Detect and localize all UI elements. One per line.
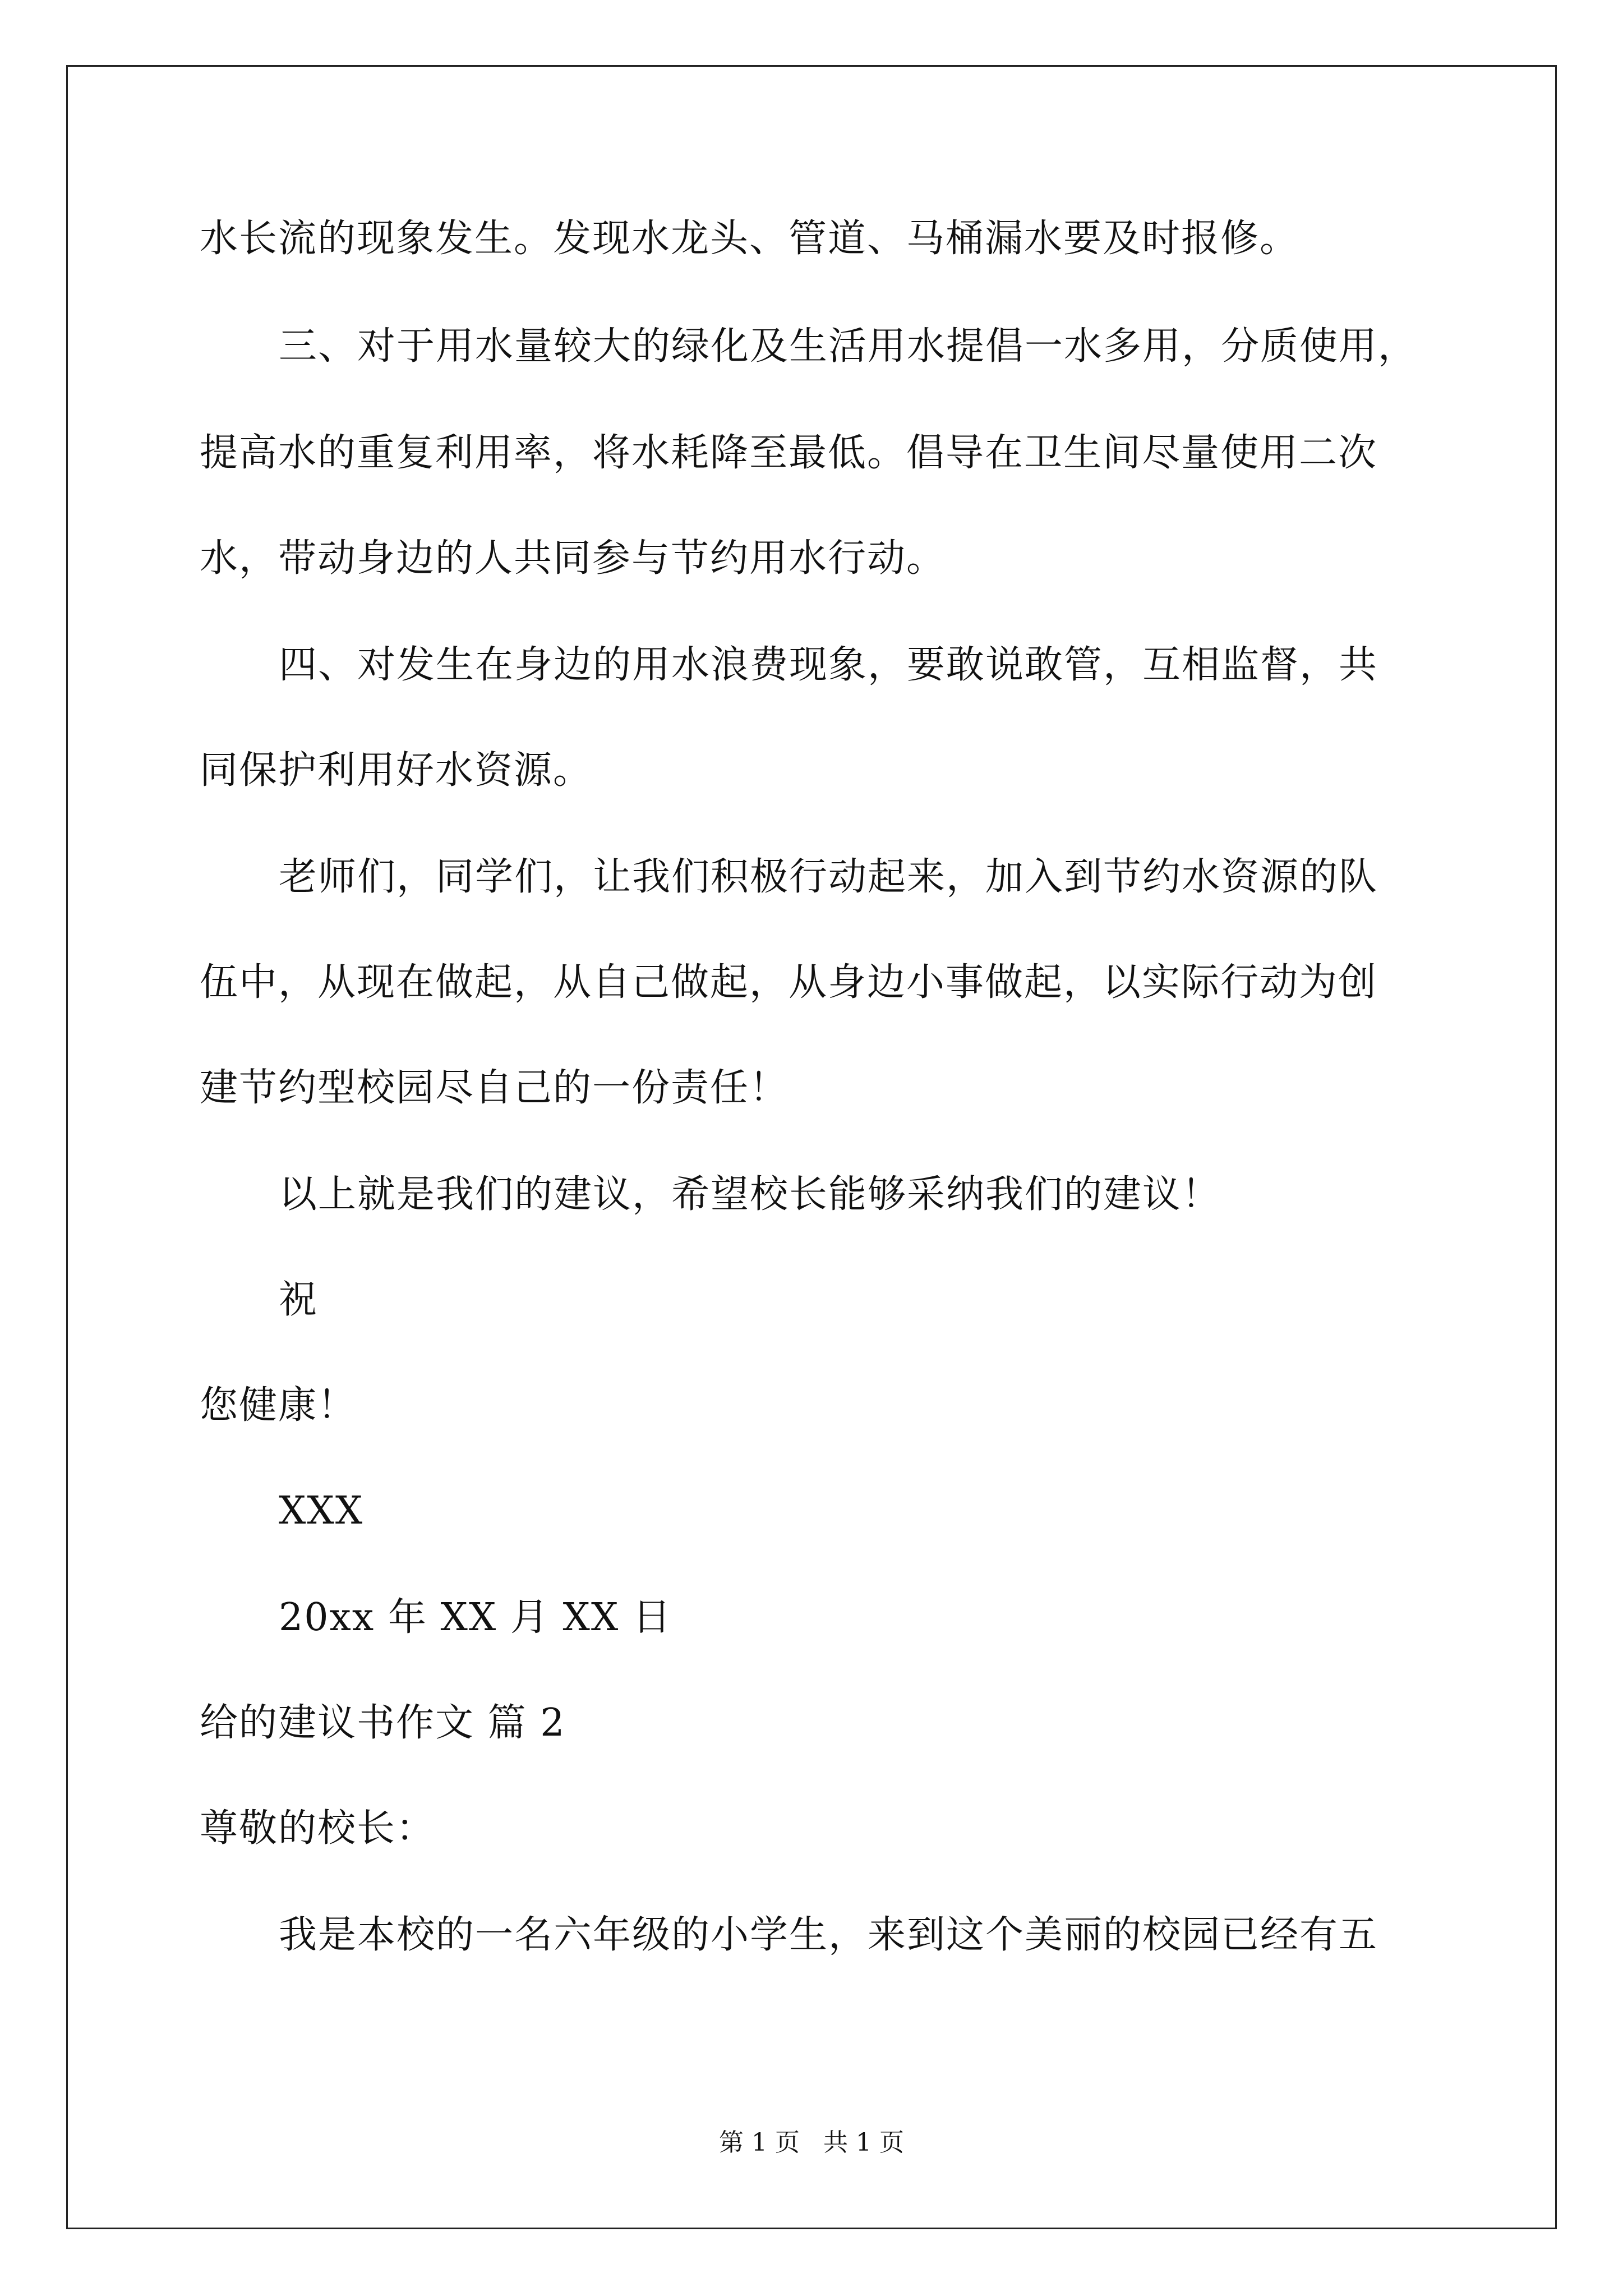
body-line-8: 伍中，从现在做起，从自己做起，从身边小事做起，以实际行动为创 <box>200 960 1378 1005</box>
closing-wish: 您健康！ <box>200 1383 357 1428</box>
body-line-9: 建节约型校园尽自己的一份责任！ <box>200 1066 789 1110</box>
body-line-1: 水长流的现象发生。发现水龙头、管道、马桶漏水要及时报修。 <box>200 217 1299 261</box>
page-border <box>66 65 1557 2229</box>
signature: XXX <box>279 1489 364 1533</box>
body-line-2: 三、对于用水量较大的绿化及生活用水提倡一水多用，分质使用， <box>279 324 1418 369</box>
section-heading: 给的建议书作文 篇 2 <box>200 1701 566 1745</box>
body-line-5: 四、对发生在身边的用水浪费现象，要敢说敢管，互相监督，共 <box>279 643 1378 687</box>
closing-salutation: 祝 <box>279 1278 319 1322</box>
body-line-7: 老师们，同学们，让我们积极行动起来，加入到节约水资源的队 <box>279 855 1378 899</box>
body-line-10: 以上就是我们的建议，希望校长能够采纳我们的建议！ <box>279 1172 1221 1217</box>
page-number-footer: 第 1 页 共 1 页 <box>719 2128 904 2157</box>
greeting: 尊敬的校长： <box>200 1806 436 1851</box>
date-line: 20xx 年 XX 月 XX 日 <box>279 1595 672 1640</box>
body-line-6: 同保护利用好水资源。 <box>200 748 593 793</box>
body-line-11: 我是本校的一名六年级的小学生，来到这个美丽的校园已经有五 <box>279 1913 1378 1957</box>
body-line-3: 提高水的重复利用率，将水耗降至最低。倡导在卫生间尽量使用二次 <box>200 431 1378 475</box>
body-line-4: 水，带动身边的人共同参与节约用水行动。 <box>200 536 946 581</box>
